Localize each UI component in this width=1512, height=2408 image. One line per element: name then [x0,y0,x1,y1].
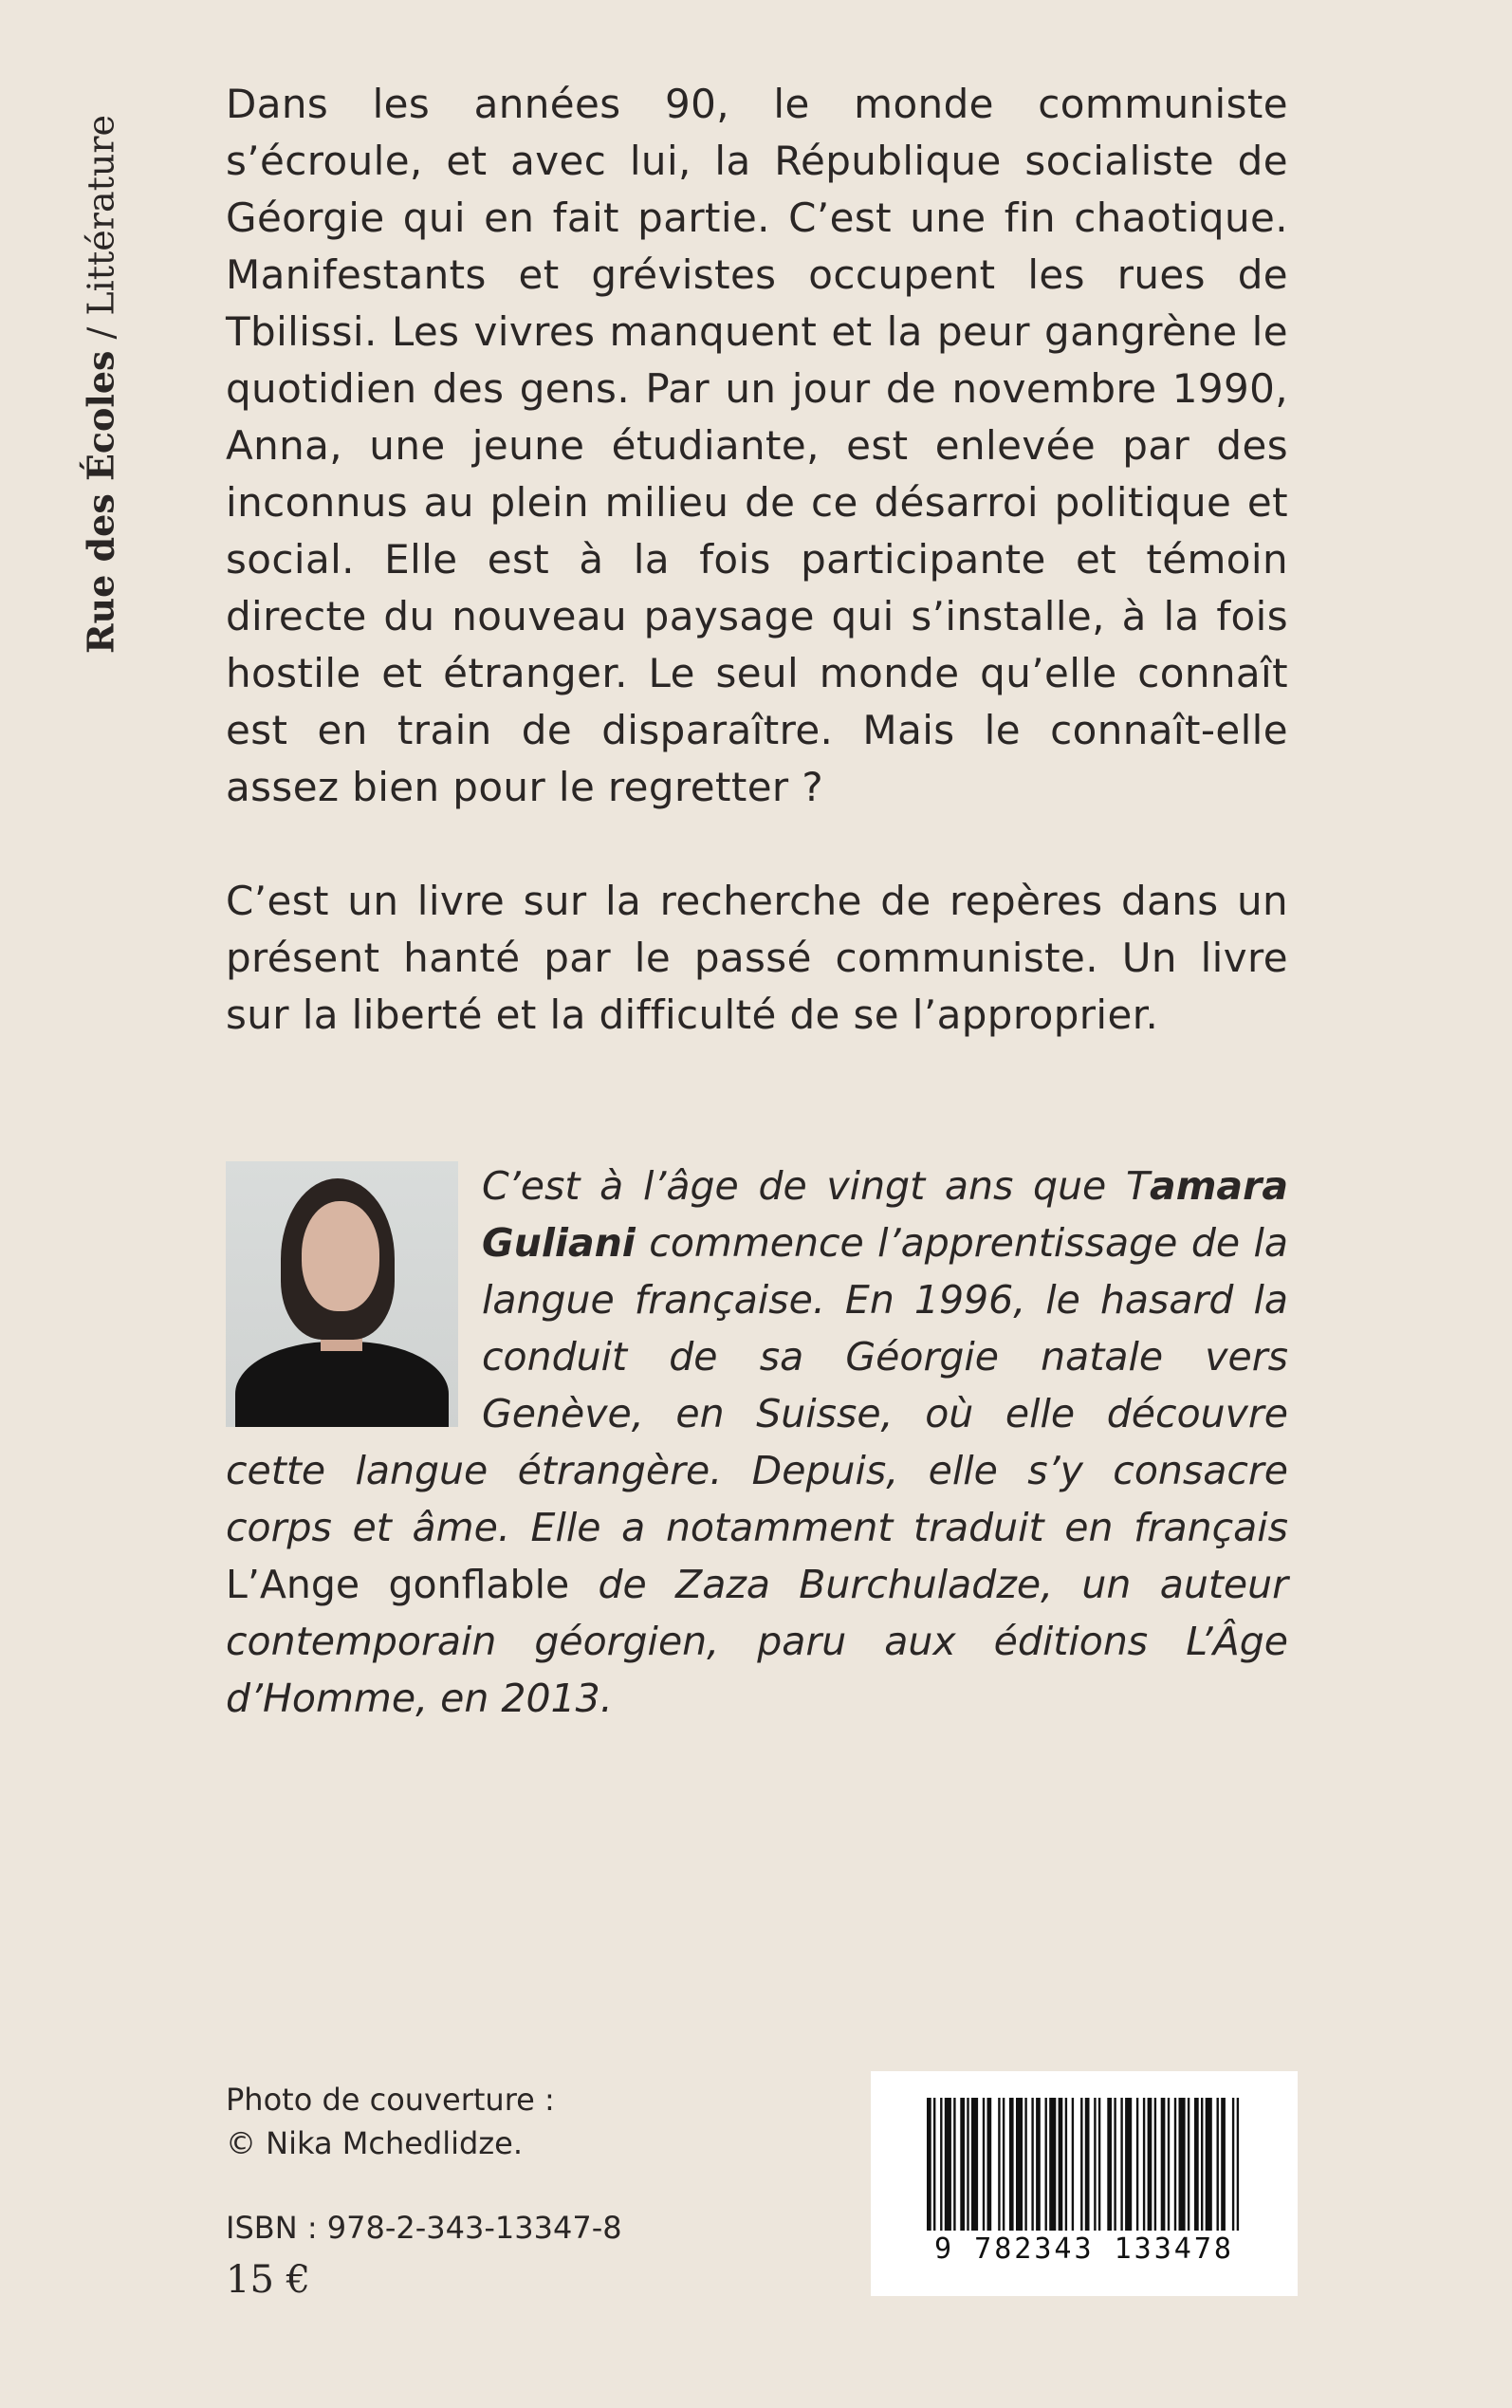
series-category: Littérature [80,114,122,316]
photo-spacer [226,1158,482,1435]
barcode [871,2071,1298,2296]
series-separator: / [80,315,122,351]
credits-line-2: © Nika Mchedlidze. [226,2125,523,2161]
price-text: 15 € [226,2258,311,2302]
summary-paragraph-1: Dans les années 90, le monde communiste s’écroule, et avec lui, la République socialiste de Géorgie qui en fait partie. C’est une fin chaotique. Manifestants et grévistes occupent les rues de Tbilissi. Les vivres manquent et la peur gangrène le quotidien des gens. Par un jour de novembre 1990, Anna, une jeune étudiante, est enlevée par des inconnus au plein milieu de ce désarroi politique et social. Elle est à la fois participante et témoin directe du nouveau paysage qui s’installe, à la fois hostile et étranger. Le seul monde qu’elle connaît est en train de disparaître. Mais le connaît-elle assez bien pour le regretter ? [226,81,1288,810]
bio-text-3: de Zaza Burchuladze, un auteur contemporain géorgien, paru aux éditions L’Âge d’Homme, en 2013. [226,1562,1288,1721]
bio-text-2: commence l’apprentissage de la langue française. En 1996, le hasard la conduit de sa Géorgie natale vers Genève, en Suisse, où elle découvre cette langue étrangère. Depuis, elle s’y consacre corps et âme. Elle a notamment traduit en français [226,1220,1288,1550]
translated-book-title: L’Ange gonflable [226,1562,570,1607]
book-summary [226,76,1288,1101]
barcode-bars [923,2098,1245,2240]
barcode-digits: 9 782343 133478 [934,2232,1234,2266]
series-name: Rue des Écoles [79,350,122,655]
author-bio [226,1158,1288,1727]
credits-line-1: Photo de couverture : [226,2082,555,2118]
summary-paragraph-2: C’est un livre sur la recherche de repères dans un présent hanté par le passé communiste. Un livre sur la liberté et la difficulté de se l’approprier. [226,878,1288,1038]
isbn-text: ISBN : 978-2-343-13347-8 [226,2210,622,2246]
author-name: amara Guliani [482,1163,1288,1266]
photo-credits [226,2078,555,2165]
spine-label-container [72,95,129,674]
spine-label [80,115,122,654]
bio-text-1: C’est à l’âge de vingt ans que T [482,1163,1151,1209]
